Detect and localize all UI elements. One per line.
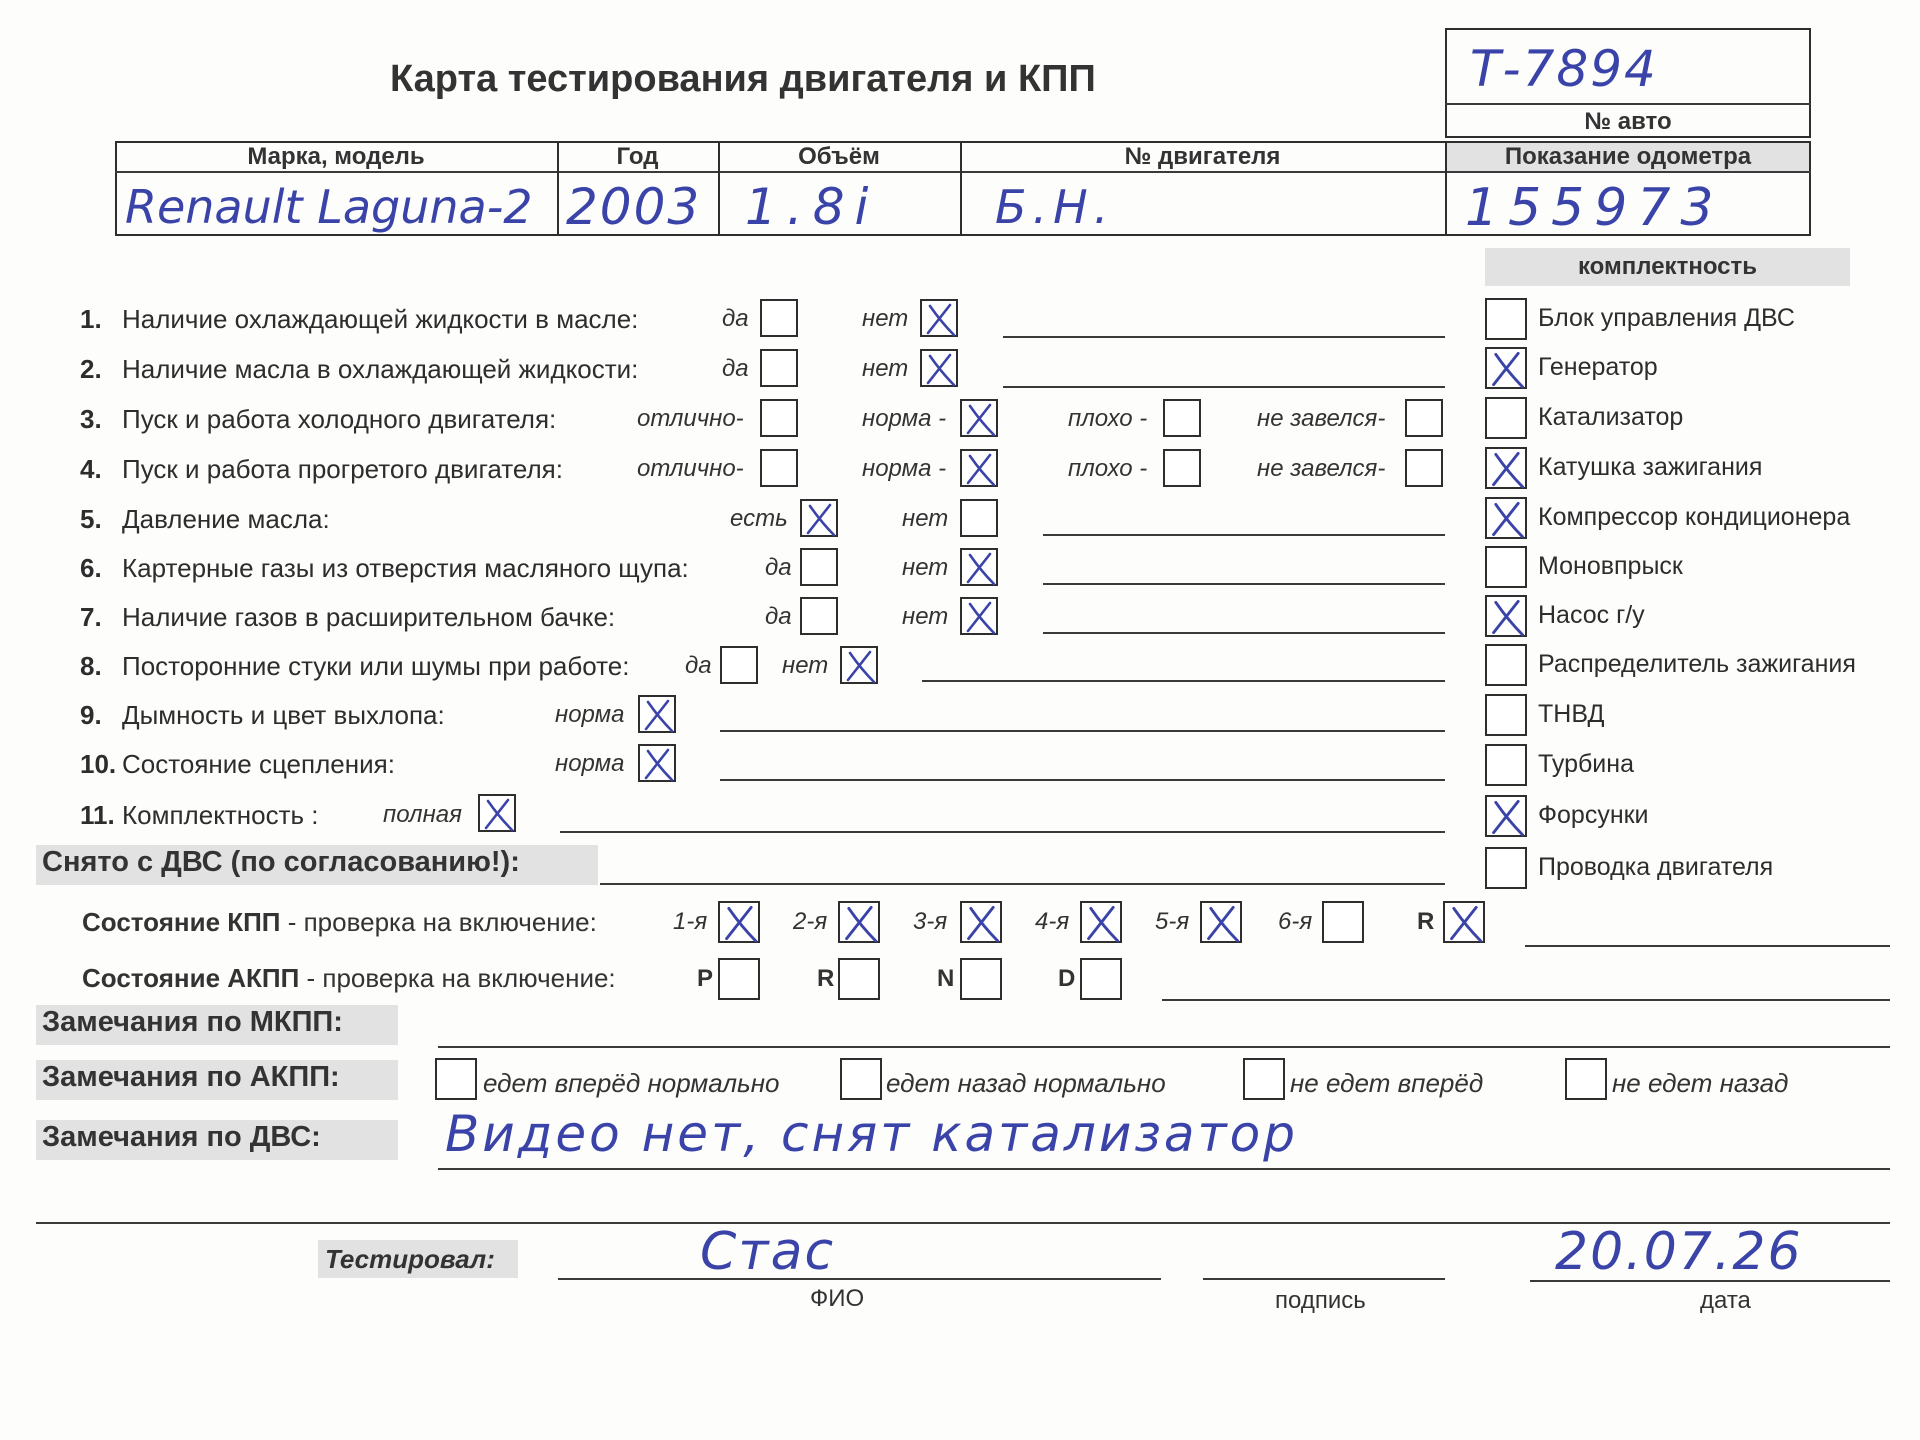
- gear-2-checkbox[interactable]: [838, 901, 880, 943]
- q8-no-label: нет: [782, 652, 829, 679]
- kpp-line: [1525, 945, 1890, 947]
- completeness-title: комплектность: [1577, 253, 1758, 280]
- q5-yes-checkbox[interactable]: [800, 499, 838, 537]
- q1-line: [1003, 336, 1445, 338]
- q10-normal-checkbox[interactable]: [638, 744, 676, 782]
- q6-no-label: нет: [902, 554, 949, 581]
- gear-5-label: 5-я: [1155, 908, 1190, 935]
- check-mark-icon: [1488, 450, 1526, 488]
- check-mark-icon: [1488, 598, 1526, 636]
- akpp-reverse-ok-checkbox[interactable]: [840, 1058, 882, 1100]
- akpp-reverse-ok-label: едет назад нормально: [886, 1068, 1166, 1098]
- akpp-no-forward-checkbox[interactable]: [1243, 1058, 1285, 1100]
- gear-4-checkbox[interactable]: [1080, 901, 1122, 943]
- remarks-dvs-line: [438, 1168, 1890, 1170]
- question-1: 1. Наличие охлаждающей жидкости в масле:: [80, 304, 639, 334]
- q4-normal-label: норма -: [862, 455, 947, 482]
- check-mark-icon: [963, 600, 997, 634]
- akpp-no-reverse-label: не едет назад: [1612, 1068, 1789, 1098]
- akpp-line: [1162, 999, 1890, 1001]
- remarks-mkpp-line: [438, 1046, 1890, 1048]
- remarks-akpp-label: Замечания по АКПП:: [42, 1061, 340, 1093]
- check-mark-icon: [721, 904, 759, 942]
- akpp-r-label: R: [817, 965, 835, 992]
- q2-yes-label: да: [722, 355, 749, 382]
- divider: [115, 171, 1811, 173]
- q1-no-checkbox[interactable]: [920, 299, 958, 337]
- q3-excellent-label: отлично-: [637, 405, 744, 432]
- q4-no-start-checkbox[interactable]: [1405, 449, 1443, 487]
- check-mark-icon: [1446, 904, 1484, 942]
- car-number-value[interactable]: Т-7894: [1470, 40, 1658, 98]
- odometer-value[interactable]: 155973: [1465, 178, 1724, 238]
- check-mark-icon: [963, 551, 997, 585]
- removed-line: [600, 883, 1445, 885]
- signature-line: [1203, 1278, 1445, 1280]
- q3-no-start-label: не завелся-: [1257, 405, 1386, 432]
- completeness-checkbox-ignition-coil[interactable]: [1485, 447, 1527, 489]
- q9-line: [720, 730, 1445, 732]
- completeness-checkbox-engine-wiring[interactable]: [1485, 847, 1527, 889]
- q11-full-checkbox[interactable]: [478, 794, 516, 832]
- remarks-dvs-label: Замечания по ДВС:: [42, 1121, 321, 1153]
- completeness-checkbox-mono-injection[interactable]: [1485, 546, 1527, 588]
- q8-no-checkbox[interactable]: [840, 646, 878, 684]
- gear-r-checkbox[interactable]: [1443, 901, 1485, 943]
- q8-yes-label: да: [685, 652, 712, 679]
- q1-yes-checkbox[interactable]: [760, 299, 798, 337]
- q11-line: [560, 831, 1445, 833]
- akpp-no-reverse-checkbox[interactable]: [1565, 1058, 1607, 1100]
- q2-yes-checkbox[interactable]: [760, 349, 798, 387]
- q3-bad-label: плохо -: [1068, 405, 1148, 432]
- q5-no-label: нет: [902, 505, 949, 532]
- completeness-label-catalyst: Катализатор: [1538, 403, 1684, 431]
- question-11: 11. Комплектность :: [80, 800, 319, 830]
- check-mark-icon: [1488, 798, 1526, 836]
- check-mark-icon: [843, 649, 877, 683]
- q2-no-label: нет: [862, 355, 909, 382]
- completeness-checkbox-generator[interactable]: [1485, 347, 1527, 389]
- name-line: [558, 1278, 1161, 1280]
- q3-normal-label: норма -: [862, 405, 947, 432]
- completeness-checkbox-turbine[interactable]: [1485, 744, 1527, 786]
- completeness-label-ac-compressor: Компрессор кондиционера: [1538, 503, 1851, 531]
- q10-normal-label: норма: [555, 750, 625, 777]
- q11-full-label: полная: [383, 801, 462, 828]
- completeness-label-ecu: Блок управления ДВС: [1538, 304, 1795, 332]
- date-caption: дата: [1700, 1287, 1751, 1314]
- akpp-forward-ok-label: едет вперёд нормально: [483, 1068, 780, 1098]
- completeness-checkbox-ecu[interactable]: [1485, 298, 1527, 340]
- q10-line: [720, 779, 1445, 781]
- akpp-p-checkbox[interactable]: [718, 958, 760, 1000]
- q7-line: [1043, 632, 1445, 634]
- check-mark-icon: [1083, 904, 1121, 942]
- completeness-label-injectors: Форсунки: [1538, 801, 1649, 829]
- question-8: 8. Посторонние стуки или шумы при работе:: [80, 651, 630, 681]
- q6-yes-label: да: [765, 554, 792, 581]
- gear-3-checkbox[interactable]: [960, 901, 1002, 943]
- completeness-label-injection-pump: ТНВД: [1538, 700, 1605, 728]
- check-mark-icon: [641, 747, 675, 781]
- year-value[interactable]: 2003: [566, 178, 702, 236]
- year-header: Год: [616, 143, 659, 170]
- completeness-label-turbine: Турбина: [1538, 750, 1634, 778]
- q7-yes-label: да: [765, 603, 792, 630]
- q6-yes-checkbox[interactable]: [800, 548, 838, 586]
- akpp-d-label: D: [1058, 965, 1076, 992]
- check-mark-icon: [481, 797, 515, 831]
- q5-no-checkbox[interactable]: [960, 499, 998, 537]
- signature-caption: подпись: [1275, 1287, 1366, 1314]
- check-mark-icon: [803, 502, 837, 536]
- question-10: 10. Состояние сцепления:: [80, 749, 395, 779]
- name-caption: ФИО: [810, 1285, 865, 1312]
- gear-2-label: 2-я: [793, 908, 828, 935]
- q4-bad-label: плохо -: [1068, 455, 1148, 482]
- q1-no-label: нет: [862, 305, 909, 332]
- check-mark-icon: [963, 452, 997, 486]
- removed-label: Снято с ДВС (по согласованию!):: [42, 846, 520, 878]
- q5-line: [1043, 534, 1445, 536]
- tester-name-value[interactable]: Стас: [700, 1222, 836, 1282]
- check-mark-icon: [1203, 904, 1241, 942]
- completeness-checkbox-injection-pump[interactable]: [1485, 694, 1527, 736]
- odometer-header: Показание одометра: [1504, 143, 1752, 170]
- engine-number-value[interactable]: Б.Н.: [995, 180, 1115, 234]
- q4-normal-checkbox[interactable]: [960, 449, 998, 487]
- gear-6-label: 6-я: [1278, 908, 1313, 935]
- completeness-checkbox-catalyst[interactable]: [1485, 397, 1527, 439]
- engine-number-header: № двигателя: [1124, 143, 1281, 170]
- akpp-forward-ok-checkbox[interactable]: [435, 1058, 477, 1100]
- q8-yes-checkbox[interactable]: [720, 646, 758, 684]
- remarks-dvs-value[interactable]: Видео нет, снят катализатор: [445, 1105, 1298, 1163]
- check-mark-icon: [923, 302, 957, 336]
- car-number-label: № авто: [1584, 108, 1672, 135]
- check-mark-icon: [1488, 350, 1526, 388]
- completeness-label-generator: Генератор: [1538, 353, 1658, 381]
- q7-yes-checkbox[interactable]: [800, 597, 838, 635]
- gear-r-label: R: [1417, 908, 1435, 935]
- question-7: 7. Наличие газов в расширительном бачке:: [80, 602, 616, 632]
- q3-no-start-checkbox[interactable]: [1405, 399, 1443, 437]
- q2-line: [1003, 386, 1445, 388]
- check-mark-icon: [963, 402, 997, 436]
- date-value[interactable]: 20.07.26: [1555, 1222, 1803, 1282]
- check-mark-icon: [641, 698, 675, 732]
- question-4: 4. Пуск и работа прогретого двигателя:: [80, 454, 563, 484]
- q7-no-checkbox[interactable]: [960, 597, 998, 635]
- question-6: 6. Картерные газы из отверстия масляного щупа:: [80, 553, 689, 583]
- question-3: 3. Пуск и работа холодного двигателя:: [80, 404, 557, 434]
- gear-4-label: 4-я: [1035, 908, 1070, 935]
- akpp-p-label: P: [697, 965, 714, 992]
- akpp-n-label: N: [937, 965, 955, 992]
- akpp-no-forward-label: не едет вперёд: [1290, 1068, 1484, 1098]
- completeness-label-mono-injection: Моновпрыск: [1538, 552, 1683, 580]
- q6-line: [1043, 583, 1445, 585]
- akpp-r-checkbox[interactable]: [838, 958, 880, 1000]
- gear-6-checkbox[interactable]: [1322, 901, 1364, 943]
- q5-yes-label: есть: [730, 505, 788, 532]
- q2-no-checkbox[interactable]: [920, 349, 958, 387]
- q4-excellent-label: отлично-: [637, 455, 744, 482]
- date-line: [1530, 1280, 1890, 1282]
- q3-excellent-checkbox[interactable]: [760, 399, 798, 437]
- akpp-d-checkbox[interactable]: [1080, 958, 1122, 1000]
- gear-1-checkbox[interactable]: [718, 901, 760, 943]
- q4-bad-checkbox[interactable]: [1163, 449, 1201, 487]
- gear-1-label: 1-я: [673, 908, 708, 935]
- question-2: 2. Наличие масла в охлаждающей жидкости:: [80, 354, 639, 384]
- gear-5-checkbox[interactable]: [1200, 901, 1242, 943]
- q4-excellent-checkbox[interactable]: [760, 449, 798, 487]
- kpp-label: Состояние КПП - проверка на включение:: [82, 907, 597, 937]
- completeness-label-distributor: Распределитель зажигания: [1538, 650, 1856, 678]
- completeness-checkbox-injectors[interactable]: [1485, 795, 1527, 837]
- q4-no-start-label: не завелся-: [1257, 455, 1386, 482]
- tested-label: Тестировал:: [325, 1244, 495, 1274]
- check-mark-icon: [1488, 500, 1526, 538]
- gear-3-label: 3-я: [913, 908, 948, 935]
- q3-normal-checkbox[interactable]: [960, 399, 998, 437]
- completeness-label-engine-wiring: Проводка двигателя: [1538, 853, 1774, 881]
- check-mark-icon: [923, 352, 957, 386]
- completeness-label-ignition-coil: Катушка зажигания: [1538, 453, 1763, 481]
- completeness-checkbox-distributor[interactable]: [1485, 644, 1527, 686]
- question-5: 5. Давление масла:: [80, 504, 330, 534]
- q9-normal-checkbox[interactable]: [638, 695, 676, 733]
- make-model-value[interactable]: Renault Laguna-2: [125, 180, 533, 234]
- check-mark-icon: [963, 904, 1001, 942]
- completeness-label-power-steering-pump: Насос г/у: [1538, 601, 1645, 629]
- akpp-n-checkbox[interactable]: [960, 958, 1002, 1000]
- question-9: 9. Дымность и цвет выхлопа:: [80, 700, 445, 730]
- akpp-label: Состояние АКПП - проверка на включение:: [82, 963, 616, 993]
- check-mark-icon: [841, 904, 879, 942]
- divider: [1445, 103, 1811, 105]
- page-title: Карта тестирования двигателя и КПП: [390, 58, 1096, 100]
- q3-bad-checkbox[interactable]: [1163, 399, 1201, 437]
- volume-header: Объём: [798, 143, 880, 170]
- remarks-mkpp-label: Замечания по МКПП:: [42, 1006, 343, 1038]
- volume-value[interactable]: 1.8i: [745, 178, 879, 236]
- q7-no-label: нет: [902, 603, 949, 630]
- make-model-header: Марка, модель: [247, 143, 425, 170]
- completeness-checkbox-power-steering-pump[interactable]: [1485, 595, 1527, 637]
- q8-line: [922, 680, 1445, 682]
- completeness-checkbox-ac-compressor[interactable]: [1485, 497, 1527, 539]
- q1-yes-label: да: [722, 305, 749, 332]
- q9-normal-label: норма: [555, 701, 625, 728]
- q6-no-checkbox[interactable]: [960, 548, 998, 586]
